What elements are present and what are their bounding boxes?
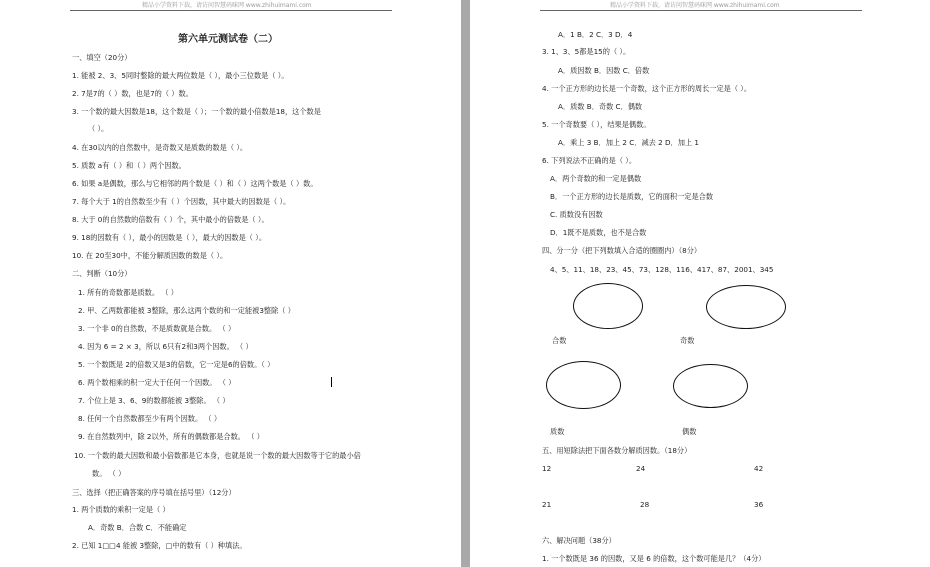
judgement-line: 7. 个位上是 3、6、9的数都能被 3整除。 （ ） bbox=[78, 396, 230, 405]
section-heading: 六、解决问题（38分） bbox=[542, 536, 616, 545]
question-line: 1. 两个质数的乘积一定是（ ） bbox=[72, 505, 170, 514]
section-heading: 四、分一分（把下列数填入合适的圈圈内）（8分） bbox=[542, 246, 702, 255]
section-heading: 二、判断（10分） bbox=[72, 269, 132, 278]
option-line: A．质因数 B．因数 C．倍数 bbox=[558, 66, 650, 75]
page-header: 精品小学资料下载，请访问智慧码咪网 www.zhihuimami.com bbox=[142, 2, 312, 9]
question-line: 2. 已知 1□□4 能被 3整除，□中的数有（ ）种填法。 bbox=[72, 541, 247, 550]
option-line: A．两个奇数的和一定是偶数 bbox=[550, 174, 642, 183]
right-page bbox=[470, 0, 930, 567]
oval-label: 质数 bbox=[550, 427, 565, 436]
option-line: A．乘上 3 B．加上 2 C．减去 2 D．加上 1 bbox=[558, 138, 699, 147]
oval-label: 合数 bbox=[552, 336, 567, 345]
option-line: A．1 B．2 C．3 D．4 bbox=[558, 30, 633, 39]
question-line: （ ）。 bbox=[88, 124, 109, 133]
question-line: 1. 能被 2、3、5同时整除的最大两位数是（ ），最小三位数是（ ）。 bbox=[72, 71, 289, 80]
factor-number: 42 bbox=[754, 464, 764, 473]
option-line: C. 质数没有因数 bbox=[550, 210, 603, 219]
page-title: 第六单元测试卷（二） bbox=[178, 34, 278, 45]
question-line: 2. 7是7的（ ）数，也是7的（ ）数。 bbox=[72, 89, 193, 98]
factor-number: 28 bbox=[640, 500, 650, 509]
question-line: 5. 质数 a有（ ）和（ ）两个因数。 bbox=[72, 161, 186, 170]
judgement-line: 2. 甲、乙两数都能被 3整除，那么这两个数的和一定能被3整除（ ） bbox=[78, 306, 295, 315]
question-line: 4. 在30以内的自然数中，是奇数又是质数的数是（ ）。 bbox=[72, 143, 248, 152]
section-heading: 一、填空（20分） bbox=[72, 53, 132, 62]
question-line: 9. 18的因数有（ ），最小的因数是（ ），最大的因数是（ ）。 bbox=[72, 233, 267, 242]
option-line: B．一个正方形的边长是质数，它的面积一定是合数 bbox=[550, 192, 714, 201]
section-heading: 五、用短除法把下面各数分解质因数。（18分） bbox=[542, 446, 692, 455]
judgement-line: 数。 （ ） bbox=[92, 469, 126, 478]
judgement-line: 10. 一个数的最大因数和最小倍数都是它本身，也就是说一个数的最大因数等于它的最小倍 bbox=[74, 451, 361, 460]
question-line: 6. 下列说法不正确的是（ ）。 bbox=[542, 156, 637, 165]
option-line: D．1既不是质数，也不是合数 bbox=[550, 228, 647, 237]
header-rule bbox=[70, 10, 392, 11]
oval-label: 偶数 bbox=[682, 427, 697, 436]
judgement-line: 9. 在自然数列中，除 2以外，所有的偶数都是合数。 （ ） bbox=[78, 432, 264, 441]
page-header: 精品小学资料下载，请访问智慧码咪网 www.zhihuimami.com bbox=[610, 2, 780, 9]
question-line: 10. 在 20至30中，不能分解质因数的数是（ ）。 bbox=[72, 251, 228, 260]
oval-prime bbox=[546, 361, 621, 409]
question-line: 7. 每个大于 1的自然数至少有（ ）个因数，其中最大的因数是（ ）。 bbox=[72, 197, 291, 206]
question-line: 5. 一个奇数要（ ），结果是偶数。 bbox=[542, 120, 651, 129]
factor-number: 12 bbox=[542, 464, 552, 473]
oval-odd bbox=[706, 285, 786, 329]
number-list: 4、5、11、18、23、45、73、128、116、417、87、2001、345 bbox=[550, 265, 774, 274]
question-line: 1. 一个数既是 36 的因数，又是 6 的倍数，这个数可能是几？（4分） bbox=[542, 554, 766, 563]
left-page bbox=[0, 0, 461, 567]
question-line: 6. 如果 a是偶数，那么与它相邻的两个数是（ ）和（ ）这两个数是（ ）数。 bbox=[72, 179, 318, 188]
question-line: 4. 一个正方形的边长是一个奇数，这个正方形的周长一定是（ ）。 bbox=[542, 84, 752, 93]
judgement-line: 3. 一个非 0的自然数，不是质数就是合数。 （ ） bbox=[78, 324, 236, 333]
section-heading: 三、选择（把正确答案的序号填在括号里）（12分） bbox=[72, 488, 236, 497]
header-rule bbox=[540, 10, 862, 11]
judgement-line: 8. 任何一个自然数都至少有两个因数。 （ ） bbox=[78, 414, 222, 423]
question-line: 3. 一个数的最大因数是18，这个数是（ ）；一个数的最小倍数是18，这个数是 bbox=[72, 107, 321, 116]
option-line: A．质数 B．奇数 C．偶数 bbox=[558, 102, 643, 111]
text-cursor bbox=[331, 377, 332, 387]
judgement-line: 4. 因为 6 = 2 × 3，所以 6只有2和3两个因数。 （ ） bbox=[78, 342, 253, 351]
option-line: A．奇数 B．合数 C．不能确定 bbox=[88, 523, 187, 532]
question-line: 3. 1、3、5都是15的（ ）。 bbox=[542, 47, 631, 56]
judgement-line: 1. 所有的奇数都是质数。 （ ） bbox=[78, 288, 178, 297]
factor-number: 36 bbox=[754, 500, 764, 509]
judgement-line: 6. 两个数相乘的积一定大于任何一个因数。 （ ） bbox=[78, 378, 236, 387]
question-line: 8. 大于 0的自然数的倍数有（ ）个，其中最小的倍数是（ ）。 bbox=[72, 215, 269, 224]
oval-label: 奇数 bbox=[680, 336, 695, 345]
judgement-line: 5. 一个数既是 2的倍数又是3的倍数，它一定是6的倍数。（ ） bbox=[78, 360, 275, 369]
factor-number: 24 bbox=[636, 464, 646, 473]
oval-even bbox=[673, 364, 748, 408]
factor-number: 21 bbox=[542, 500, 552, 509]
oval-composite bbox=[573, 283, 643, 329]
